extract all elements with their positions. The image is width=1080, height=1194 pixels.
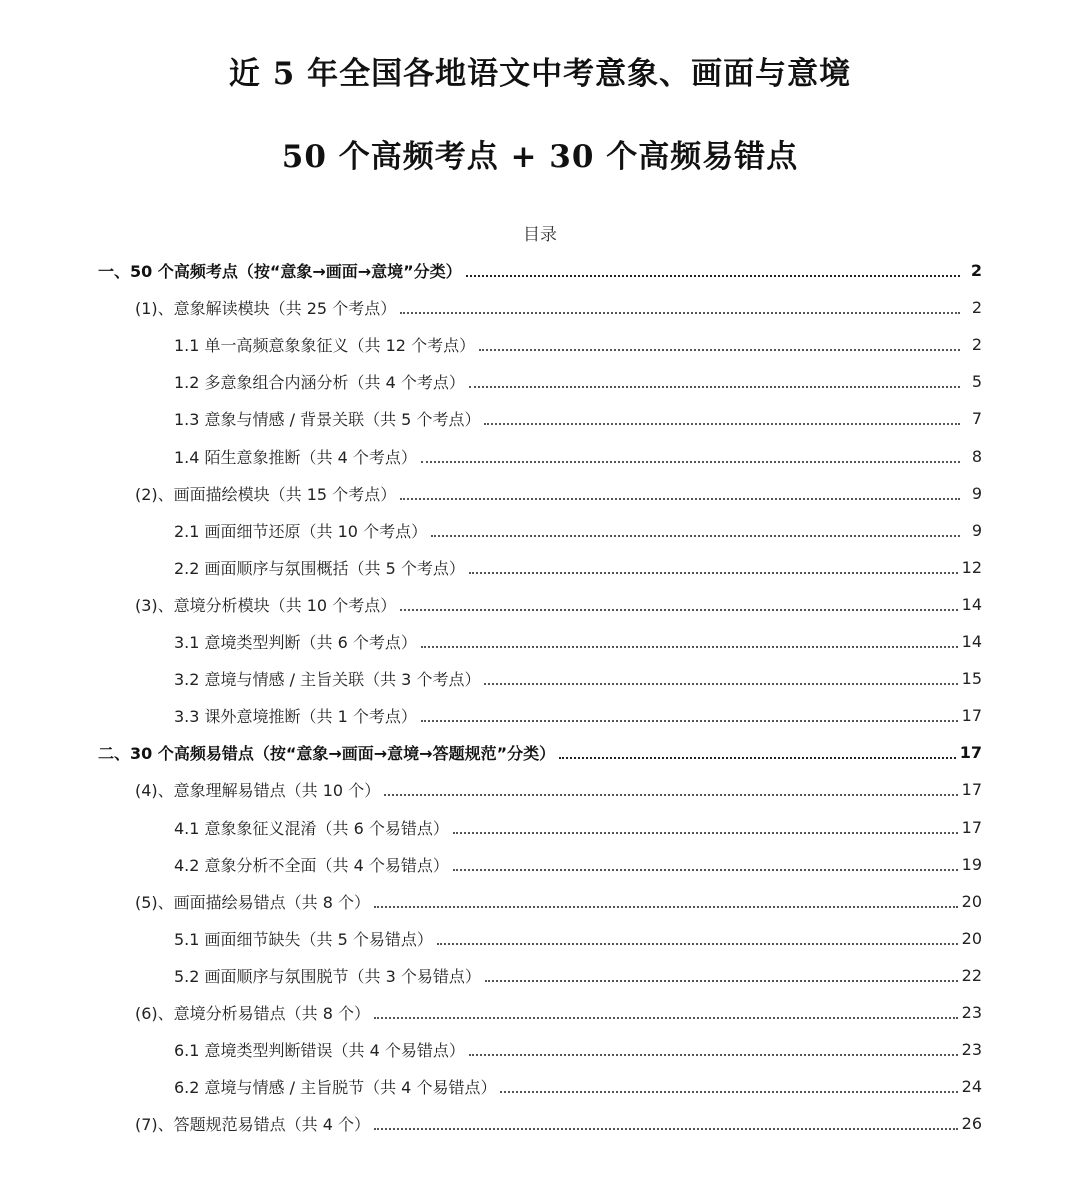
toc-entry[interactable] — [174, 1068, 982, 1105]
toc-entry-title: 3.2 意境与情感 / 主旨关联（共 3 个考点） — [174, 670, 481, 690]
toc-leader-dots — [469, 385, 960, 388]
toc-page-number: 14 — [961, 632, 982, 651]
toc-leader-dots — [559, 756, 956, 759]
toc-leader-dots — [469, 1053, 958, 1056]
toc-page-number: 14 — [961, 594, 982, 614]
toc-leader-dots — [400, 608, 957, 611]
toc-leader-dots — [484, 422, 960, 425]
toc-entry[interactable] — [135, 883, 982, 920]
toc-entry-title: 3.1 意境类型判断（共 6 个考点） — [174, 633, 417, 652]
toc-page-number: 23 — [961, 1040, 982, 1060]
toc-entry-title: 1.2 多意象组合内涵分析（共 4 个考点） — [174, 373, 465, 393]
toc-entry-title: (1)、意象解读模块（共 25 个考点） — [135, 299, 397, 319]
toc-leader-dots — [437, 942, 958, 945]
toc-page-number: 8 — [971, 446, 982, 466]
toc-page-number: 23 — [961, 1003, 982, 1022]
toc-page-number: 2 — [971, 335, 982, 355]
toc-entry-title: (2)、画面描绘模块（共 15 个考点） — [135, 484, 397, 504]
toc-leader-dots — [500, 1090, 957, 1093]
toc-entry[interactable] — [135, 289, 982, 326]
toc-leader-dots — [400, 311, 960, 314]
toc-entry-title: 4.2 意象分析不全面（共 4 个易错点） — [174, 855, 449, 875]
toc-entry-title: 5.1 画面细节缺失（共 5 个易错点） — [174, 929, 433, 949]
toc-leader-dots — [431, 534, 960, 537]
toc-entry[interactable] — [174, 326, 982, 363]
toc-leader-dots — [400, 497, 960, 500]
toc-entry[interactable] — [174, 549, 982, 586]
toc-entry-title: (6)、意境分析易错点（共 8 个） — [135, 1004, 371, 1023]
toc-page-number: 9 — [971, 483, 982, 503]
toc-entry[interactable] — [135, 586, 982, 623]
toc-entry-title: 3.3 课外意境推断（共 1 个考点） — [174, 707, 417, 727]
toc-entry-title: 1.4 陌生意象推断（共 4 个考点） — [174, 447, 417, 467]
toc-leader-dots — [466, 274, 960, 277]
toc-leader-dots — [384, 793, 957, 796]
toc-entry[interactable] — [174, 809, 982, 846]
toc-entry[interactable] — [135, 475, 982, 512]
toc-page-number: 2 — [971, 298, 982, 318]
toc-entry-title: 一、50 个高频考点（按“意象→画面→意境”分类） — [98, 262, 462, 281]
toc-heading: 目录 — [523, 225, 557, 245]
toc-entry-title: (4)、意象理解易错点（共 10 个） — [135, 781, 381, 801]
toc-entry-title: 2.1 画面细节还原（共 10 个考点） — [174, 521, 428, 541]
toc-entry-title: 1.1 单一高频意象象征义（共 12 个考点） — [174, 336, 476, 356]
toc-entry[interactable] — [135, 771, 982, 808]
toc-entry-title: 5.2 画面顺序与氛围脱节（共 3 个易错点） — [174, 966, 481, 986]
toc-leader-dots — [374, 1016, 958, 1019]
toc-entry-title: 6.2 意境与情感 / 主旨脱节（共 4 个易错点） — [174, 1078, 497, 1098]
toc-page-number: 24 — [961, 1077, 982, 1097]
toc-leader-dots — [484, 682, 957, 685]
toc-page-number: 17 — [959, 743, 982, 763]
toc-page-number: 15 — [961, 669, 982, 689]
toc-entry[interactable] — [98, 734, 982, 771]
toc-page-number: 22 — [961, 965, 982, 985]
toc-entry[interactable] — [174, 1031, 982, 1068]
toc-entry[interactable] — [174, 920, 982, 957]
toc-page-number: 20 — [961, 928, 982, 948]
toc-entry-title: (7)、答题规范易错点（共 4 个） — [135, 1115, 371, 1135]
toc-leader-dots — [479, 348, 960, 351]
toc-leader-dots — [374, 905, 958, 908]
toc-entry[interactable] — [174, 363, 982, 400]
toc-page-number: 12 — [961, 557, 982, 577]
toc-entry-title: (5)、画面描绘易错点（共 8 个） — [135, 892, 371, 912]
toc-page-number: 17 — [961, 817, 982, 837]
toc-entry[interactable] — [135, 994, 982, 1031]
toc-page-number: 9 — [971, 520, 982, 540]
toc-leader-dots — [469, 571, 958, 574]
toc-entry[interactable] — [174, 846, 982, 883]
toc-leader-dots — [485, 979, 958, 982]
toc-entry-title: (3)、意境分析模块（共 10 个考点） — [135, 595, 397, 615]
toc-page-number: 26 — [961, 1114, 982, 1134]
toc-entry[interactable] — [174, 512, 982, 549]
document-subtitle: 50 个高频考点 + 30 个高频易错点 — [281, 139, 799, 175]
toc-entry-title: 二、30 个高频易错点（按“意象→画面→意境→答题规范”分类） — [98, 744, 556, 764]
toc-leader-dots — [421, 719, 958, 722]
toc-entry-title: 6.1 意境类型判断错误（共 4 个易错点） — [174, 1041, 465, 1061]
toc-page-number: 7 — [971, 409, 982, 429]
toc-entry[interactable] — [174, 400, 982, 437]
toc-entry[interactable] — [174, 660, 982, 697]
toc-entry[interactable] — [174, 957, 982, 994]
toc-page-number: 19 — [961, 854, 982, 874]
toc-leader-dots — [421, 460, 960, 463]
toc-page-number: 17 — [961, 780, 982, 800]
toc-entry[interactable] — [174, 438, 982, 475]
toc-leader-dots — [453, 831, 958, 834]
toc-leader-dots — [421, 645, 958, 648]
toc-entry[interactable] — [174, 697, 982, 734]
toc-page-number: 17 — [961, 706, 982, 726]
toc-entry-title: 1.3 意象与情感 / 背景关联（共 5 个考点） — [174, 410, 481, 430]
toc-page-number: 5 — [971, 372, 982, 392]
toc-entry-title: 2.2 画面顺序与氛围概括（共 5 个考点） — [174, 558, 465, 578]
toc-leader-dots — [453, 868, 958, 871]
toc-page-number: 2 — [970, 261, 982, 280]
document-title: 近 5 年全国各地语文中考意象、画面与意境 — [228, 56, 852, 92]
toc-page-number: 20 — [961, 891, 982, 911]
toc-leader-dots — [374, 1127, 958, 1130]
toc-entry-title: 4.1 意象象征义混淆（共 6 个易错点） — [174, 818, 449, 838]
toc-entry[interactable] — [135, 1105, 982, 1142]
toc-entry[interactable] — [98, 252, 982, 289]
toc-entry[interactable] — [174, 623, 982, 660]
